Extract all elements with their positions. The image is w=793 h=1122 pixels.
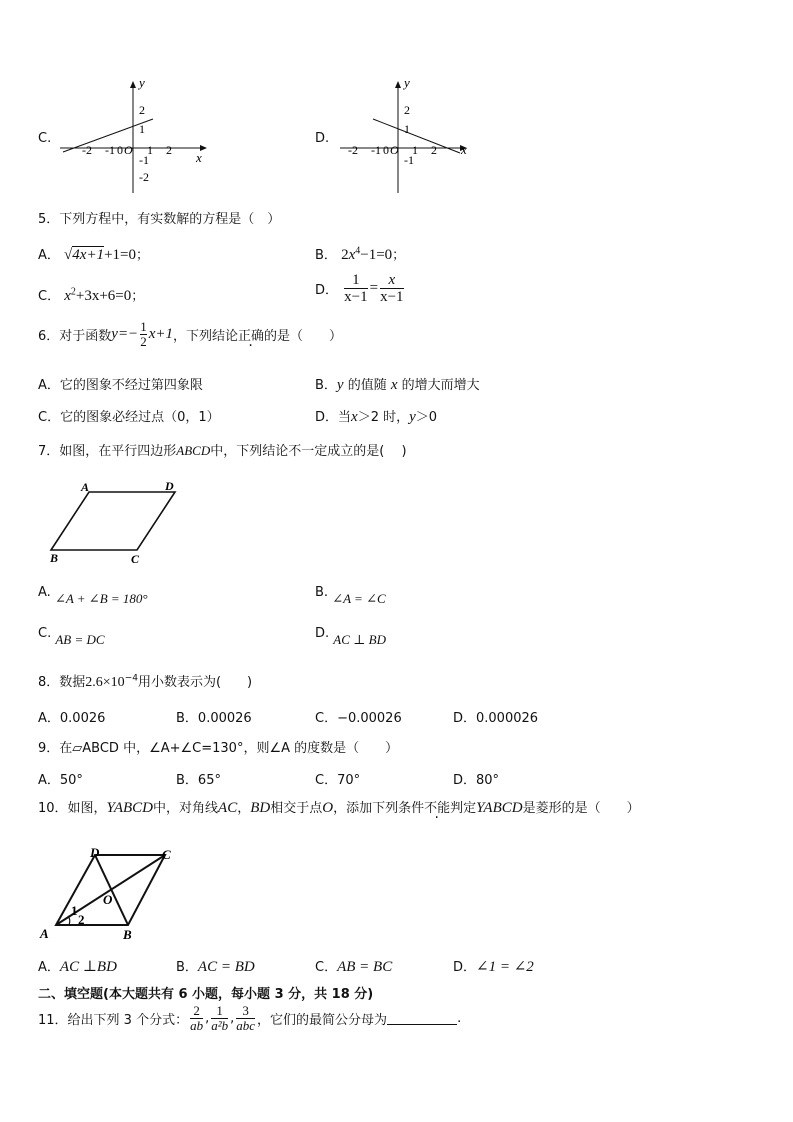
q8-option-a: A．0.0026	[38, 711, 106, 726]
q6-option-d: D．当x＞2 时，y＞0	[315, 409, 438, 425]
emphasis-dot: 不能	[424, 801, 451, 816]
vertex-c: C	[162, 847, 171, 862]
option-label: B．	[315, 248, 337, 263]
equation-tail: −1=0	[360, 247, 393, 263]
fraction-1: $\frac{2}{ab}$	[190, 1003, 204, 1033]
tick-x-neg1: -1	[105, 143, 115, 157]
q9-stem: 9．在▱ABCD 中，∠A+∠C=130°，则∠A 的度数是（ ）	[38, 741, 399, 756]
end-mark: ；	[131, 289, 145, 304]
vertex-d: D	[165, 479, 174, 493]
tick-y-neg1: -1	[139, 153, 149, 167]
q9-option-b: B．65°	[176, 773, 221, 788]
tick-y-1: 1	[404, 122, 410, 136]
function-lhs: y=−	[111, 326, 139, 342]
end-mark: ；	[135, 248, 149, 263]
var: x	[64, 288, 71, 304]
fraction-half: $\frac{1}{2}$	[140, 319, 147, 349]
y-axis-arrow	[130, 81, 136, 88]
y-axis-arrow	[395, 81, 401, 88]
tick-y-2: 2	[139, 103, 145, 117]
vertex-a: A	[40, 926, 49, 941]
vertex-a: A	[81, 480, 90, 494]
q7-option-b: B. ∠A = ∠C	[315, 585, 386, 606]
q7-option-d: D. AC ⊥ BD	[315, 626, 386, 647]
q7-option-a: A. ∠A + ∠B = 180°	[38, 585, 148, 606]
x-axis-label: x	[196, 150, 202, 165]
tick-x-2: 2	[431, 143, 437, 157]
function-rhs: x+1	[148, 326, 173, 342]
tick-x-0: 0	[383, 143, 389, 157]
origin-label: O	[390, 143, 399, 157]
option-label: A．	[38, 248, 60, 263]
q10-option-b: B．AC = BD	[176, 959, 255, 975]
q9-option-c: C．70°	[315, 773, 361, 788]
tick-x-1: 1	[412, 143, 418, 157]
q4-option-c-graph	[55, 78, 215, 198]
exponent: 2	[70, 286, 76, 298]
equals: =	[369, 280, 379, 296]
q8-option-b: B．0.00026	[176, 711, 252, 726]
y-axis-label: y	[139, 78, 145, 90]
tick-x-2: 2	[166, 143, 172, 157]
end-mark: ；	[392, 248, 406, 263]
q5-option-a	[38, 244, 149, 264]
q10-stem: 10．如图，YABCD中，对角线AC，BD相交于点O，添加下列条件不能判定YABCD是菱形的是（ ）	[38, 800, 640, 816]
y-axis-label: y	[404, 78, 410, 90]
q6-option-c: C．它的图象必经过点（0，1）	[38, 410, 220, 425]
tick-x-neg1: -1	[371, 143, 381, 157]
angle-2-label: 2	[78, 912, 85, 927]
q6-option-a: A．它的图象不经过第四象限	[38, 378, 203, 393]
tick-x-neg2: -2	[82, 143, 92, 157]
tick-x-1: 1	[147, 143, 153, 157]
center-o: O	[103, 892, 113, 907]
q9-option-a: A．50°	[38, 773, 83, 788]
q5-option-d	[315, 272, 406, 305]
origin-label: O	[124, 143, 133, 157]
q7-option-c: C. AB = DC	[38, 626, 105, 647]
tick-y-neg2: -2	[139, 170, 149, 184]
diagonal-bd	[95, 855, 128, 925]
vertex-b: B	[123, 927, 132, 942]
q10-option-d: D．∠1 = ∠2	[453, 959, 534, 975]
q4-option-d-label: D.	[315, 131, 330, 146]
q6-option-b: B．y 的值随 x 的增大而增大	[315, 377, 480, 393]
fraction-1: $\frac{1}{x-1}$	[344, 272, 368, 305]
q4-option-d-graph	[335, 78, 495, 198]
q9-option-d: D．80°	[453, 773, 500, 788]
q8-option-c: C．−0.00026	[315, 711, 402, 726]
option-label: C．	[38, 289, 61, 304]
vertex-b: B	[50, 551, 59, 565]
answer-blank[interactable]	[387, 1012, 457, 1025]
section-heading: 二、填空题(本大题共有 6 小题，每小题 3 分，共 18 分)	[38, 987, 374, 1002]
coef: 2	[341, 247, 349, 263]
fraction-3: $\frac{3}{\text{abc}}$	[236, 1003, 256, 1033]
radicand: 4x+1	[72, 247, 105, 263]
vertex-d: D	[90, 845, 100, 860]
q10-option-a: A．AC ⊥BD	[38, 959, 117, 975]
q10-option-c: C．AB = BC	[315, 959, 393, 975]
q7-stem: 7．如图，在平行四边形ABCD中，下列结论不一定成立的是( )	[38, 443, 407, 459]
q5-stem: 5．下列方程中，有实数解的方程是（ ）	[38, 212, 281, 227]
q7-parallelogram-figure	[45, 478, 185, 568]
x-axis-label: x	[461, 142, 467, 157]
q8-option-d: D．0.000026	[453, 711, 539, 726]
sqrt-icon: √	[64, 247, 73, 263]
equation-tail: +3x+6=0	[75, 288, 132, 304]
equation-tail: +1=0	[104, 247, 136, 263]
q4-option-c-label: C.	[38, 131, 52, 146]
tick-y-1: 1	[139, 122, 145, 136]
q10-rhombus-figure	[38, 843, 188, 943]
q5-option-c	[38, 285, 144, 305]
option-label: D．	[315, 283, 339, 298]
parallelogram	[51, 492, 175, 550]
q8-stem: 8．数据$2.6\times 10^{-4}$用小数表示为( )	[38, 673, 253, 690]
q6-stem: 6．对于函数y=− $\frac{1}{2}$ x+1，下列结论正确的是（ ）	[38, 319, 343, 349]
exponent: 4	[355, 245, 361, 257]
emphasis-dot: 正确	[237, 329, 264, 344]
q5-option-b	[315, 244, 405, 264]
tick-x-0: 0	[117, 143, 123, 157]
tick-y-2: 2	[404, 103, 410, 117]
tick-x-neg2: -2	[348, 143, 358, 157]
vertex-c: C	[131, 552, 140, 566]
tick-y-neg1: -1	[404, 153, 414, 167]
angle-1-label: 1	[71, 903, 78, 918]
var: x	[348, 247, 356, 263]
q11-stem: 11．给出下列 3 个分式： $\frac{2}{ab}$ , $\frac{1}{\text{a²b}}$ , $\frac{3}{\text{abc}}$ ，它们的最简公分母为 .	[38, 1003, 462, 1033]
fraction-2: $\frac{x}{x-1}$	[380, 272, 404, 305]
fraction-2: $\frac{1}{\text{a²b}}$	[211, 1003, 229, 1033]
